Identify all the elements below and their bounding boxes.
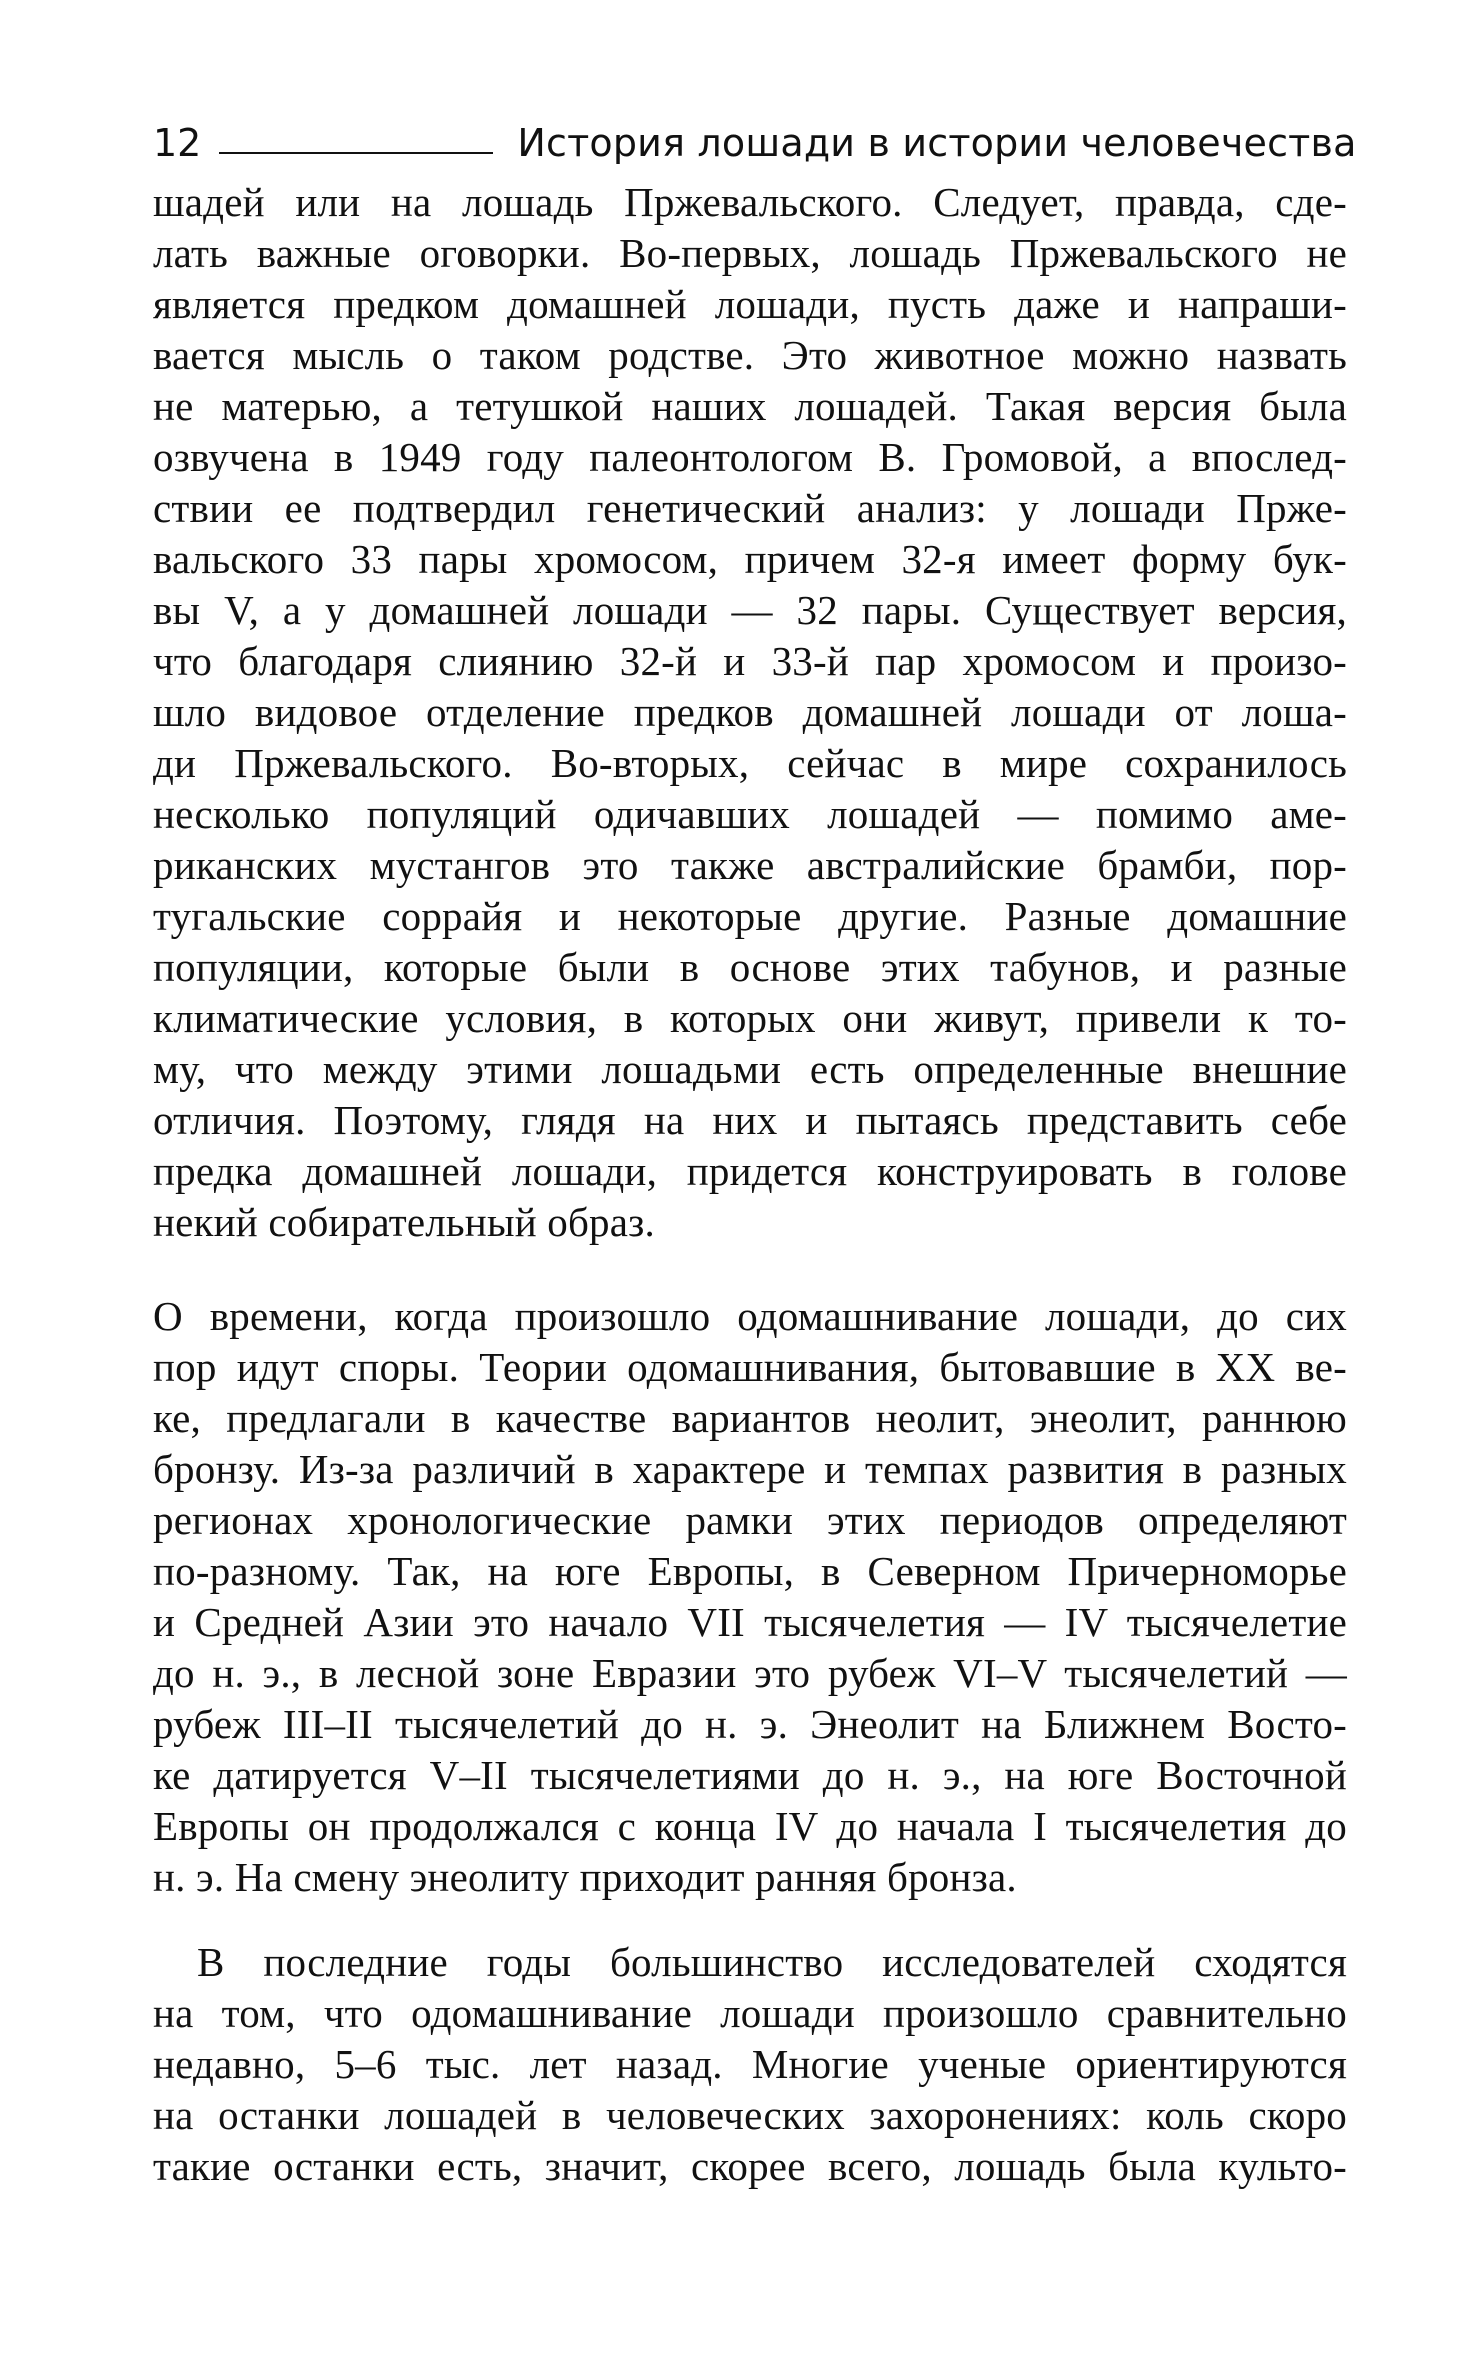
text-line: по-разному. Так, на юге Европы, в Северном Причерноморье: [153, 1548, 1347, 1594]
text-line: риканских мустангов это также австралийские брамби, пор-: [153, 842, 1347, 888]
text-line: на том, что одомашнивание лошади произошло сравнительно: [153, 1990, 1347, 2036]
text-line: несколько популяций одичавших лошадей — помимо аме-: [153, 791, 1347, 837]
text-line: до н. э., в лесной зоне Евразии это рубеж VI–V тысячелетий —: [153, 1650, 1347, 1696]
text-line: предка домашней лошади, придется конструировать в голове: [153, 1148, 1347, 1194]
text-line: бронзу. Из-за различий в характере и темпах развития в разных: [153, 1446, 1347, 1492]
text-line: му, что между этими лошадьми есть определенные внешние: [153, 1046, 1347, 1092]
text-line: ке, предлагали в качестве вариантов неолит, энеолит, раннюю: [153, 1395, 1347, 1441]
text-line: климатические условия, в которых они живут, привели к то-: [153, 995, 1347, 1041]
text-line: является предком домашней лошади, пусть даже и напраши-: [153, 281, 1347, 327]
text-line: пор идут споры. Теории одомашнивания, бытовавшие в XX ве-: [153, 1344, 1347, 1390]
page-number: 12: [153, 121, 202, 165]
text-line: такие останки есть, значит, скорее всего, лошадь была культо-: [153, 2143, 1347, 2189]
text-line: рубеж III–II тысячелетий до н. э. Энеолит на Ближнем Восто-: [153, 1701, 1347, 1747]
text-line: не матерью, а тетушкой наших лошадей. Такая версия была: [153, 383, 1347, 429]
paragraph-1: [153, 177, 1347, 1248]
text-line: популяции, которые были в основе этих табунов, и разные: [153, 944, 1347, 990]
text-line: ди Пржевальского. Во-вторых, сейчас в мире сохранилось: [153, 740, 1347, 786]
text-line: шло видовое отделение предков домашней лошади от лоша-: [153, 689, 1347, 735]
text-line: ствии ее подтвердил генетический анализ: у лошади Прже-: [153, 485, 1347, 531]
text-line: шадей или на лошадь Пржевальского. Следует, правда, сде-: [153, 179, 1347, 225]
text-line: вальского 33 пары хромосом, причем 32-я имеет форму бук-: [153, 536, 1347, 582]
text-line: тугальские соррайя и некоторые другие. Разные домашние: [153, 893, 1347, 939]
header-rule: [219, 152, 493, 154]
text-line: отличия. Поэтому, глядя на них и пытаясь представить себе: [153, 1097, 1347, 1143]
running-title: История лошади в истории человечества: [517, 121, 1357, 165]
text-line: Европы он продолжался с конца IV до начала I тысячелетия до: [153, 1803, 1347, 1849]
text-line: вы V, а у домашней лошади — 32 пары. Существует версия,: [153, 587, 1347, 633]
text-line: н. э. На смену энеолиту приходит ранняя бронза.: [153, 1854, 1017, 1900]
text-line: лать важные оговорки. Во-первых, лошадь Пржевальского не: [153, 230, 1347, 276]
text-line: вается мысль о таком родстве. Это животное можно назвать: [153, 332, 1347, 378]
text-line: О времени, когда произошло одомашнивание лошади, до сих: [153, 1293, 1347, 1339]
text-line: недавно, 5–6 тыс. лет назад. Многие ученые ориентируются: [153, 2041, 1347, 2087]
text-line: В последние годы большинство исследователей сходятся: [197, 1939, 1347, 1985]
text-line: озвучена в 1949 году палеонтологом В. Громовой, а впослед-: [153, 434, 1347, 480]
text-line: регионах хронологические рамки этих периодов определяют: [153, 1497, 1347, 1543]
text-line: и Средней Азии это начало VII тысячелетия — IV тысячелетие: [153, 1599, 1347, 1645]
running-header: [153, 108, 1357, 165]
text-line: что благодаря слиянию 32-й и 33-й пар хромосом и произо-: [153, 638, 1347, 684]
text-line: некий собирательный образ.: [153, 1199, 655, 1245]
text-line: на останки лошадей в человеческих захоронениях: коль скоро: [153, 2092, 1347, 2138]
text-line: ке датируется V–II тысячелетиями до н. э., на юге Восточной: [153, 1752, 1347, 1798]
paragraph-2: [153, 1291, 1347, 1903]
paragraph-3: [153, 1937, 1347, 2192]
